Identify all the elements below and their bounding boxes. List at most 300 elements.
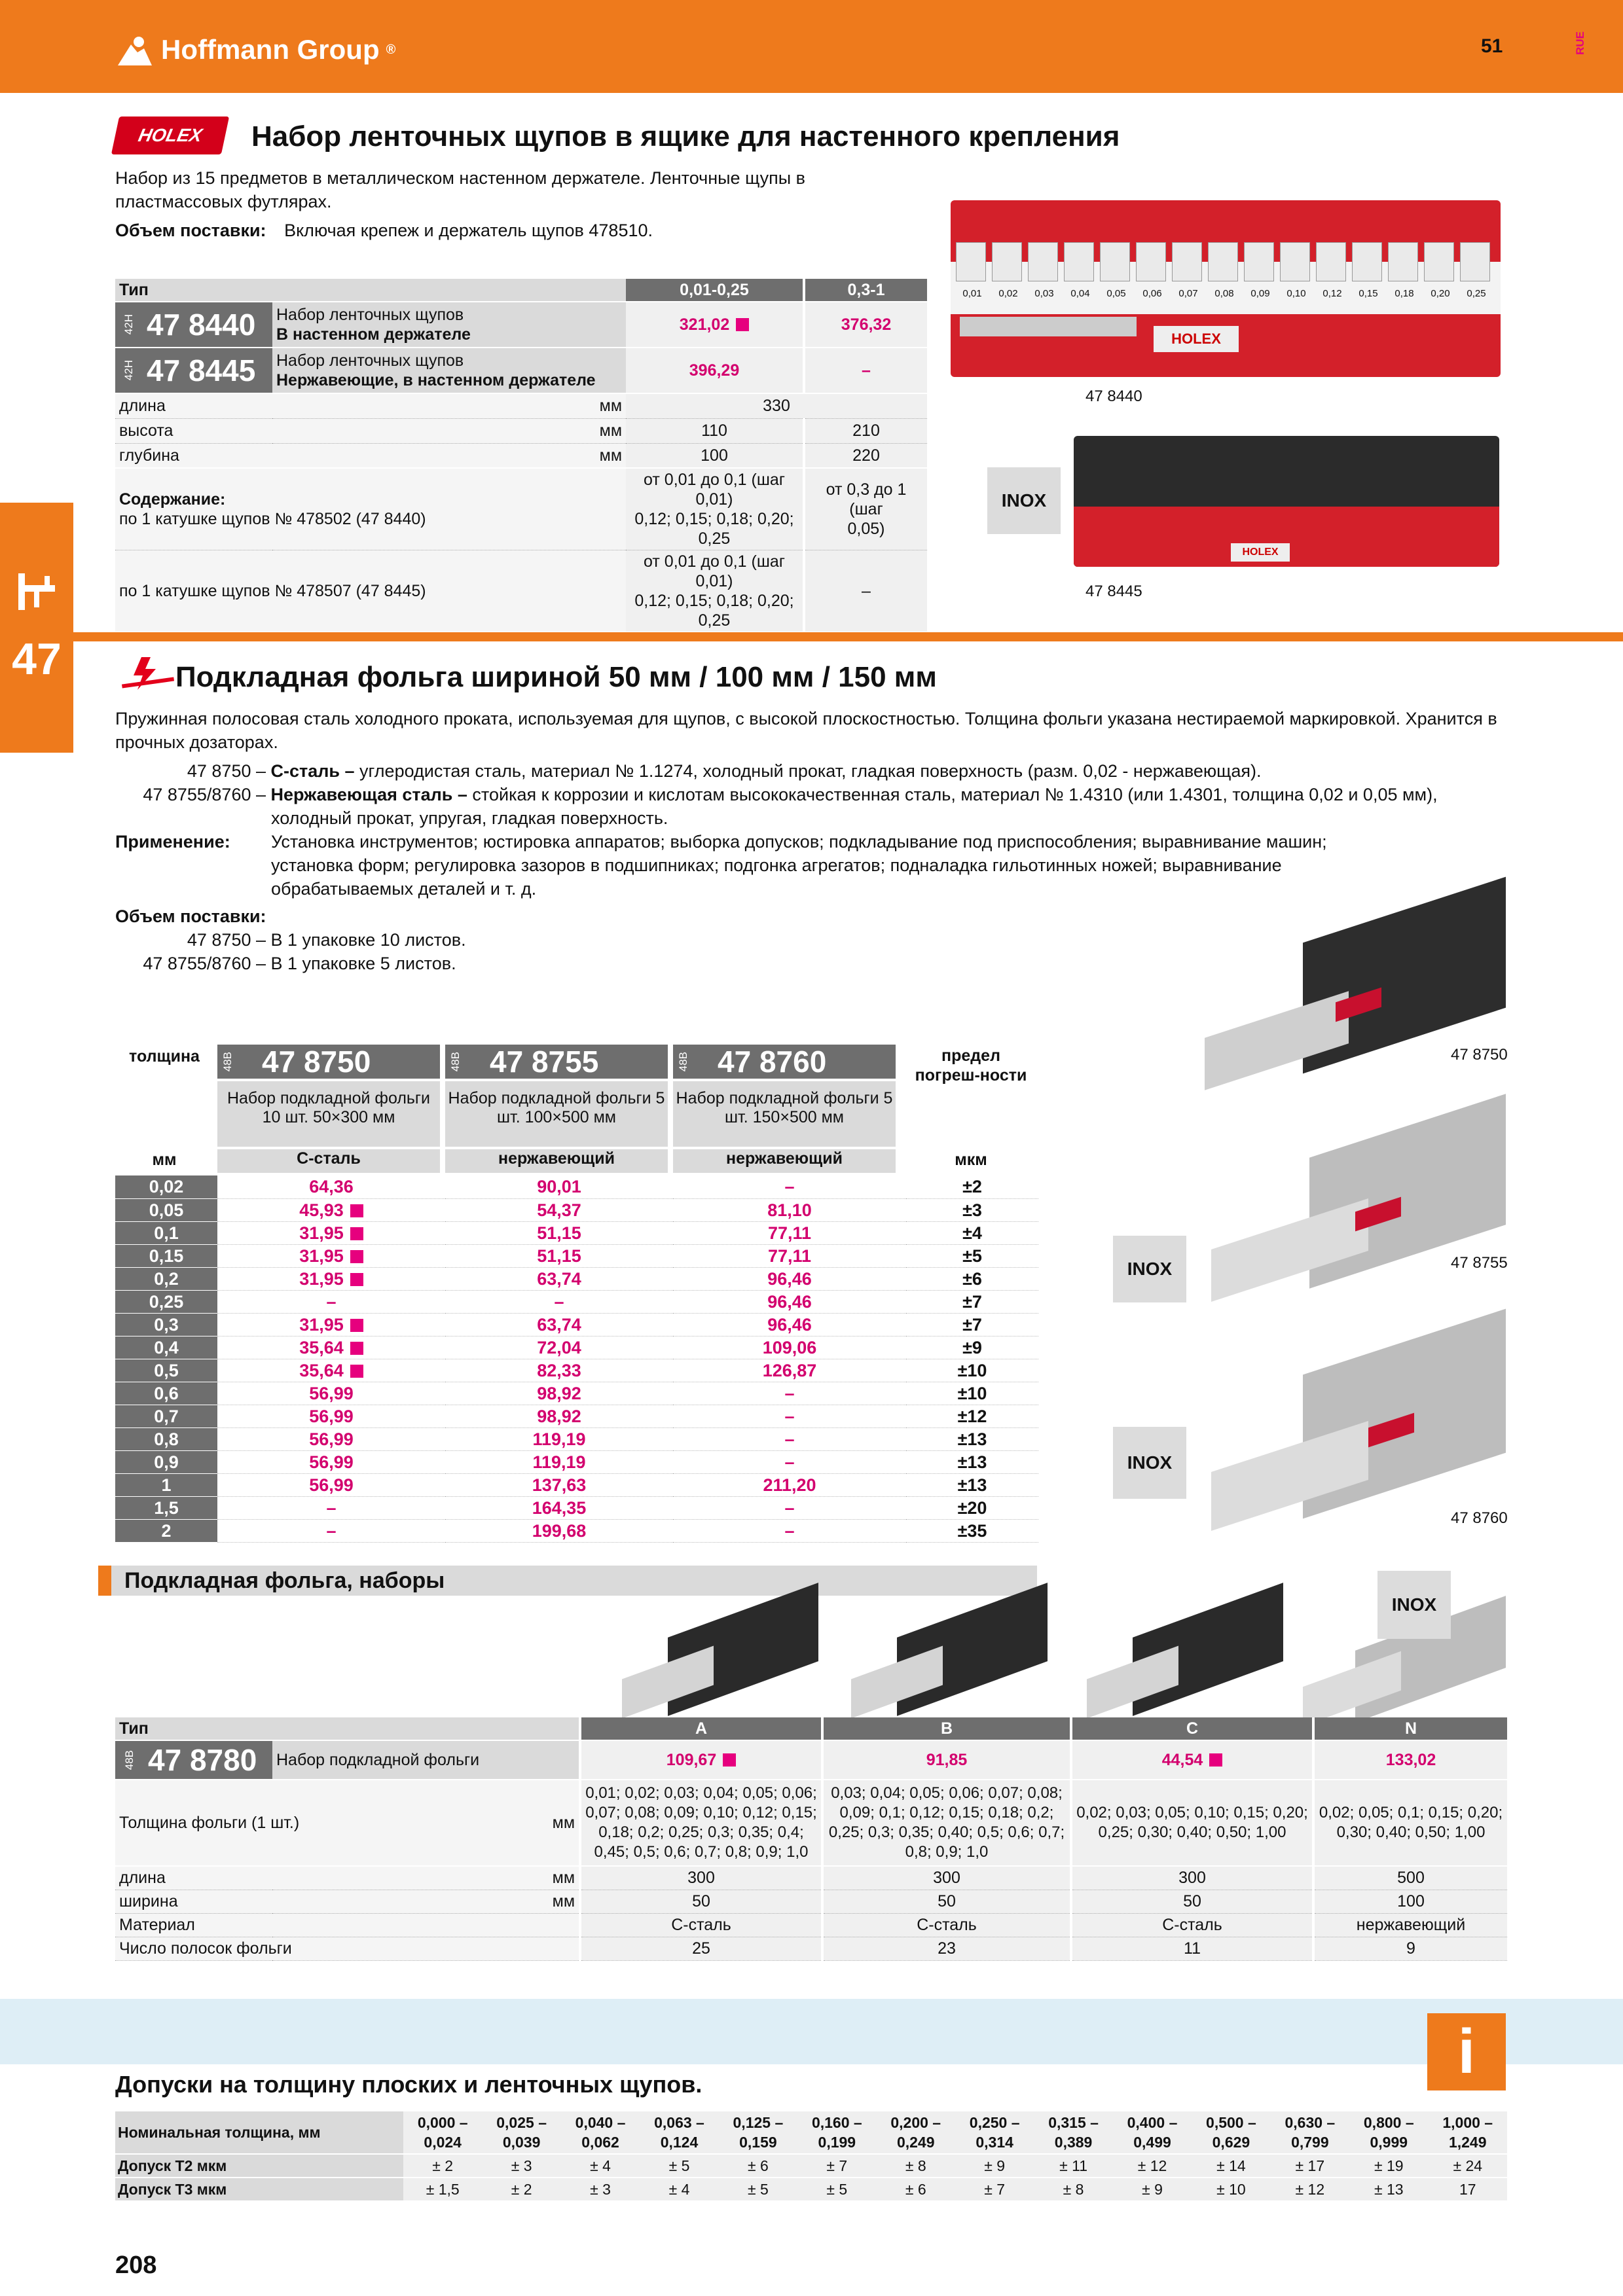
tolerance-value: ± 1,5	[403, 2178, 482, 2201]
gauge-slot	[1352, 242, 1382, 281]
range-from: 0,800 –	[1363, 2114, 1414, 2131]
thickness-value: 1	[115, 1473, 217, 1496]
product-variant: Нержавеющие, в настенном держателе	[276, 371, 596, 389]
price: 81,10	[673, 1198, 906, 1221]
foil-dispenser-image-478760	[1198, 1329, 1506, 1525]
tolerance-table	[115, 2111, 1507, 2202]
application-label: Применение:	[115, 832, 230, 852]
spec-value: 300	[1071, 1866, 1313, 1890]
range-to: 0,629	[1212, 2134, 1250, 2151]
price: 45,93	[299, 1200, 344, 1220]
price: 51,15	[445, 1244, 673, 1267]
holex-inox-box-image	[1074, 436, 1499, 567]
tolerance-value: ± 12	[1113, 2154, 1192, 2178]
spec-value: 25	[580, 1937, 822, 1960]
content-item: по 1 катушке щупов № 478507 (47 8445)	[115, 550, 626, 633]
tolerance-value: ±9	[906, 1336, 1038, 1359]
gauge-scale-label: 0,18	[1395, 288, 1414, 299]
row-label: Номинальная толщина, мм	[115, 2111, 403, 2154]
thickness-value: 0,1	[115, 1221, 217, 1244]
table-row	[115, 1267, 1038, 1290]
gauge-scale-label: 0,06	[1142, 288, 1162, 299]
table-row	[115, 1450, 1038, 1473]
col-type-n: N	[1313, 1717, 1507, 1740]
price: –	[673, 1427, 906, 1450]
gauge-slot	[1064, 242, 1094, 281]
delivery-text: Включая крепеж и держатель щупов 478510.	[284, 221, 653, 240]
range-from: 0,250 –	[969, 2114, 1020, 2131]
range-from: 1,000 –	[1442, 2114, 1493, 2131]
foil-set-image-c	[1087, 1597, 1283, 1715]
table-row	[115, 1290, 1038, 1313]
price: 56,99	[309, 1475, 354, 1495]
tolerance-value: ± 4	[561, 2154, 640, 2178]
material: С-сталь	[217, 1149, 440, 1173]
price: 133,02	[1313, 1740, 1507, 1780]
table-row	[115, 1175, 1038, 1198]
spec-value: 300	[580, 1866, 822, 1890]
spec-row	[115, 1866, 1507, 1890]
col-type-a: A	[580, 1717, 822, 1740]
range-to: 0,999	[1370, 2134, 1408, 2151]
gauge-scale-label: 0,12	[1322, 288, 1342, 299]
price: 51,15	[445, 1221, 673, 1244]
dim-value: 220	[804, 443, 927, 468]
article-number: 42H 47 8445	[122, 353, 256, 387]
range-from: 0,630 –	[1285, 2114, 1336, 2131]
section1-desc: Набор из 15 предметов в металлическом настенном держателе. Ленточные щупы в пластмассовых футлярах.	[115, 168, 805, 211]
info-icon: i	[1427, 2013, 1506, 2090]
price: 321,02	[679, 315, 730, 334]
tolerance-title: Допуски на толщину плоских и ленточных щупов.	[115, 2071, 702, 2098]
range-from: 0,315 –	[1048, 2114, 1099, 2131]
price: 96,46	[673, 1313, 906, 1336]
box-brand-label: HOLEX	[1154, 326, 1239, 352]
table-row	[115, 302, 927, 348]
tolerance-row	[115, 2178, 1507, 2201]
box-brand-label: HOLEX	[1231, 543, 1290, 562]
spec-label: длина	[119, 1869, 166, 1888]
price: 98,92	[445, 1382, 673, 1405]
spec-label: Материал	[119, 1916, 195, 1934]
dim-value: 210	[804, 418, 927, 443]
mat-name: С-сталь –	[270, 761, 355, 781]
spec-value: 23	[822, 1937, 1071, 1960]
subsection-bar	[98, 1566, 1037, 1596]
price: 44,54	[1161, 1751, 1203, 1769]
info-band	[0, 1999, 1623, 2064]
tolerance-value: ± 5	[797, 2178, 876, 2201]
price: –	[445, 1290, 673, 1313]
dim-value: 110	[626, 418, 804, 443]
mat-text: холодный прокат, упругая, гладкая поверхность.	[271, 808, 668, 828]
table-row	[115, 1198, 1038, 1221]
tolerance-value: ± 6	[877, 2178, 955, 2201]
range-to: 0,062	[581, 2134, 619, 2151]
holex-set-table	[115, 279, 927, 633]
gauge-scale-label: 0,07	[1178, 288, 1198, 299]
dim-unit: мм	[599, 446, 622, 465]
content-row: Содержание: по 1 катушке щупов № 478502 (47 8440) от 0,01 до 0,1 (шаг 0,01) 0,12; 0,15; 0,18; 0,20; 0,25 от 0,3 до 1 (шаг 0,05)	[115, 468, 927, 550]
thickness-list: 0,01; 0,02; 0,03; 0,04; 0,05; 0,06; 0,07; 0,08; 0,09; 0,10; 0,12; 0,15; 0,18; 0,2; 0,25; 0,3; 0,35; 0,4; 0,45; 0,5; 0,6; 0,7; 0,8; 0,9; 1,0	[580, 1780, 822, 1866]
content-value: –	[804, 550, 927, 633]
thickness-value: 2	[115, 1519, 217, 1542]
inox-badge: INOX	[987, 467, 1061, 534]
foil-set-image-b	[851, 1597, 1048, 1715]
tolerance-value: ±5	[906, 1244, 1038, 1267]
price: 72,04	[445, 1336, 673, 1359]
thickness-value: 1,5	[115, 1496, 217, 1519]
range-from: 0,200 –	[890, 2114, 941, 2131]
table-row	[115, 1359, 1038, 1382]
flag-square-icon	[350, 1227, 363, 1240]
price-cell	[217, 1359, 445, 1382]
gauge-slot	[1388, 242, 1418, 281]
col-range-1: 0,01-0,25	[626, 279, 804, 302]
flag-square-icon	[350, 1273, 363, 1286]
tolerance-value: ± 8	[1034, 2178, 1112, 2201]
mat-text: углеродистая сталь, материал № 1.1274, холодный прокат, гладкая поверхность (разм. 0,02 - нержавеющая).	[359, 761, 1262, 781]
range-cell	[1349, 2111, 1428, 2154]
table-row	[115, 1336, 1038, 1359]
price: –	[804, 348, 927, 393]
price: 31,95	[299, 1268, 344, 1289]
thickness-row	[115, 1780, 1507, 1866]
image-label: 47 8755	[1451, 1254, 1508, 1272]
gauge-scale-label: 0,09	[1250, 288, 1270, 299]
product-variant: В настенном держателе	[276, 325, 471, 344]
range-from: 0,040 –	[575, 2114, 626, 2131]
chapter-number: 47	[12, 634, 62, 684]
gauge-slot	[956, 242, 986, 281]
section1-title: Набор ленточных щупов в ящике для настенного крепления	[251, 120, 1120, 152]
table-row	[115, 1427, 1038, 1450]
image-label: 47 8440	[1085, 387, 1142, 405]
spec-row	[115, 1913, 1507, 1937]
price: 126,87	[673, 1359, 906, 1382]
tolerance-value: ± 9	[955, 2154, 1034, 2178]
price: –	[326, 1520, 337, 1541]
table-row	[115, 1244, 1038, 1267]
del-text: В 1 упаковке 10 листов.	[270, 930, 466, 950]
product-name: Набор ленточных щупов	[276, 351, 464, 370]
table-row	[115, 1221, 1038, 1244]
tolerance-value: ± 6	[719, 2154, 797, 2178]
tolerance-value: ± 13	[1349, 2178, 1428, 2201]
range-to: 0,499	[1133, 2134, 1171, 2151]
price: –	[673, 1519, 906, 1542]
product-desc: Набор подкладной фольги 5 шт. 100×500 мм	[445, 1081, 668, 1147]
gauge-slot	[1316, 242, 1346, 281]
price-cell	[217, 1290, 445, 1313]
tolerance-value: ± 24	[1428, 2154, 1507, 2178]
price: 31,95	[299, 1223, 344, 1243]
price: 109,67	[666, 1751, 717, 1769]
tolerance-value: ±10	[906, 1359, 1038, 1382]
dim-unit: мм	[599, 397, 622, 416]
spec-value: 50	[822, 1890, 1071, 1913]
price: 96,46	[673, 1290, 906, 1313]
type-label: Тип	[115, 279, 626, 302]
range-from: 0,063 –	[654, 2114, 704, 2131]
col-range-2: 0,3-1	[804, 279, 927, 302]
holex-badge: HOLEX	[111, 117, 229, 154]
spec-value: 11	[1071, 1937, 1313, 1960]
price: 56,99	[309, 1429, 354, 1449]
range-to: 0,039	[502, 2134, 541, 2151]
brand-logo	[115, 30, 395, 69]
spec-value: 50	[1071, 1890, 1313, 1913]
del-code: 47 8750 –	[187, 930, 266, 950]
gauge-scale-label: 0,05	[1106, 288, 1126, 299]
tolerance-value: ± 4	[640, 2178, 718, 2201]
dim-label: длина	[119, 397, 166, 416]
range-cell	[797, 2111, 876, 2154]
flag-square-icon	[723, 1753, 736, 1767]
price: 137,63	[445, 1473, 673, 1496]
thickness-value: 0,4	[115, 1336, 217, 1359]
spec-unit: мм	[552, 1869, 575, 1888]
gauge-scale-label: 0,08	[1214, 288, 1234, 299]
price: 31,95	[299, 1246, 344, 1266]
spec-value: 500	[1313, 1866, 1507, 1890]
tolerance-value: ±12	[906, 1405, 1038, 1427]
del-text: В 1 упаковке 5 листов.	[270, 954, 456, 973]
price: 91,85	[822, 1740, 1071, 1780]
image-label: 47 8760	[1451, 1509, 1508, 1527]
price: –	[673, 1496, 906, 1519]
thickness-value: 0,5	[115, 1359, 217, 1382]
price: –	[673, 1405, 906, 1427]
gauge-slot	[1424, 242, 1454, 281]
range-to: 0,314	[976, 2134, 1013, 2151]
tolerance-value: ±2	[906, 1175, 1038, 1198]
spec-value: С-сталь	[822, 1913, 1071, 1937]
price: 63,74	[445, 1313, 673, 1336]
flag-square-icon	[1209, 1753, 1222, 1767]
tolerance-value: ±4	[906, 1221, 1038, 1244]
price-cell	[217, 1267, 445, 1290]
foil-lightning-icon	[115, 655, 181, 694]
application-text: Установка инструментов; юстировка аппаратов; выборка допусков; подкладывание под приспособления; выравнивание машин;	[271, 832, 1327, 852]
thickness-value: 0,25	[115, 1290, 217, 1313]
gauge-scale-label: 0,10	[1286, 288, 1306, 299]
holex-red-box-image	[951, 200, 1501, 377]
range-from: 0,000 –	[417, 2114, 468, 2131]
spec-value: С-сталь	[580, 1913, 822, 1937]
table-row	[115, 1313, 1038, 1336]
inox-badge: INOX	[1113, 1236, 1186, 1302]
range-cell	[719, 2111, 797, 2154]
price-cell	[217, 1382, 445, 1405]
nominal-row	[115, 2111, 1507, 2154]
dim-label: высота	[119, 422, 173, 440]
tolerance-value: 17	[1428, 2178, 1507, 2201]
foil-price-table	[115, 1175, 1038, 1543]
content-label: Содержание:	[119, 490, 226, 509]
thickness-list: 0,03; 0,04; 0,05; 0,06; 0,07; 0,08; 0,09; 0,1; 0,12; 0,15; 0,18; 0,2; 0,25; 0,3; 0,35; 0,40; 0,5; 0,6; 0,7; 0,8; 0,9; 1,0	[822, 1780, 1071, 1866]
spec-label-cell	[115, 1937, 580, 1960]
spec-label-cell	[115, 1890, 580, 1913]
price-cell	[217, 1473, 445, 1496]
table-row	[115, 1740, 1507, 1780]
gauge-slot	[1136, 242, 1166, 281]
thickness-value: 0,9	[115, 1450, 217, 1473]
range-cell	[1271, 2111, 1349, 2154]
price: 109,06	[673, 1336, 906, 1359]
foil-set-image-a	[622, 1597, 818, 1715]
price: 77,11	[673, 1221, 906, 1244]
caliper-icon	[14, 568, 58, 614]
range-cell	[482, 2111, 560, 2154]
type-label: Тип	[115, 1717, 580, 1740]
gauge-scale-strip	[951, 262, 1501, 314]
delivery-label: Объем поставки:	[115, 906, 266, 926]
gauge-slot	[1208, 242, 1238, 281]
section2-intro: Пружинная полосовая сталь холодного проката, используемая для щупов, с высокой плоскостностью. Толщина фольги указана нестираемой маркировкой. Хранится в прочных дозаторах.	[115, 709, 1497, 752]
thickness-list: 0,02; 0,05; 0,1; 0,15; 0,20; 0,30; 0,40; 0,50; 1,00	[1313, 1780, 1507, 1866]
tolerance-value: ± 5	[640, 2154, 718, 2178]
product-desc: Набор подкладной фольги 10 шт. 50×300 мм	[217, 1081, 440, 1147]
range-from: 0,160 –	[811, 2114, 862, 2131]
tolerance-value: ±35	[906, 1519, 1038, 1542]
range-to: 0,159	[739, 2134, 777, 2151]
dim-unit: мм	[599, 422, 622, 440]
gauge-slot	[1028, 242, 1058, 281]
subsection-title: Подкладная фольга, наборы	[124, 1568, 445, 1593]
tolerance-value: ±7	[906, 1313, 1038, 1336]
price: 96,46	[673, 1267, 906, 1290]
tolerance-value: ± 5	[719, 2178, 797, 2201]
tolerance-value: ± 19	[1349, 2154, 1428, 2178]
price-cell	[217, 1198, 445, 1221]
price: 56,99	[309, 1383, 354, 1403]
del-code: 47 8755/8760 –	[143, 954, 266, 973]
spec-label: ширина	[119, 1892, 178, 1910]
tolerance-value: ± 8	[877, 2154, 955, 2178]
flag-square-icon	[350, 1342, 363, 1355]
price-cell	[217, 1313, 445, 1336]
gauge-slot	[1244, 242, 1274, 281]
mat-code: 47 8755/8760 –	[143, 785, 266, 804]
table-row	[115, 1496, 1038, 1519]
content-item: по 1 катушке щупов № 478502 (47 8440)	[119, 510, 426, 528]
gauge-scale-label: 0,25	[1467, 288, 1486, 299]
range-cell	[955, 2111, 1034, 2154]
tolerance-value: ±13	[906, 1473, 1038, 1496]
unit-mkm: мкм	[955, 1151, 987, 1169]
range-to: 0,389	[1054, 2134, 1093, 2151]
range-to: 1,249	[1448, 2134, 1487, 2151]
dim-value: 100	[626, 443, 804, 468]
row-label: Допуск T2 мкм	[115, 2154, 403, 2178]
table-row	[115, 348, 927, 393]
price: 63,74	[445, 1267, 673, 1290]
price: 54,37	[445, 1198, 673, 1221]
range-to: 0,249	[896, 2134, 935, 2151]
delivery-label: Объем поставки:	[115, 221, 266, 240]
price: –	[673, 1382, 906, 1405]
spec-label-cell	[115, 1913, 580, 1937]
price: 82,33	[445, 1359, 673, 1382]
thickness-value: 0,05	[115, 1198, 217, 1221]
price: 119,19	[445, 1450, 673, 1473]
mat-text: стойкая к коррозии и кислотам высококачественная сталь, материал № 1.4310 (или 1.4301, толщина 0,02 и 0,05 мм),	[472, 785, 1438, 804]
gauge-slot	[1100, 242, 1130, 281]
range-cell	[403, 2111, 482, 2154]
range-to: 0,024	[424, 2134, 462, 2151]
chapter-tab	[0, 503, 73, 753]
tolerance-value: ±20	[906, 1496, 1038, 1519]
price: 77,11	[673, 1244, 906, 1267]
gauge-scale-label: 0,02	[998, 288, 1018, 299]
article-number: 48B 47 8750	[217, 1045, 440, 1079]
gauge-slot	[1280, 242, 1310, 281]
price: –	[326, 1291, 337, 1312]
gauge-scale-label: 0,15	[1359, 288, 1378, 299]
range-from: 0,025 –	[496, 2114, 547, 2131]
thickness-label: Толщина фольги (1 шт.)	[119, 1814, 300, 1832]
image-label: 47 8445	[1085, 583, 1142, 600]
thickness-value: 0,2	[115, 1267, 217, 1290]
application-text: обрабатываемых деталей и т. д.	[271, 879, 537, 899]
dim-value: 330	[626, 393, 927, 418]
range-cell	[1034, 2111, 1112, 2154]
tolerance-value: ±13	[906, 1450, 1038, 1473]
col-type-b: B	[822, 1717, 1071, 1740]
article-number: 48B 47 8780	[123, 1743, 257, 1777]
foil-table-header	[115, 1045, 1038, 1173]
spec-unit: мм	[552, 1892, 575, 1910]
tolerance-value: ± 11	[1034, 2154, 1112, 2178]
range-from: 0,125 –	[733, 2114, 784, 2131]
article-number: 48B 47 8755	[445, 1045, 668, 1079]
range-to: 0,124	[660, 2134, 699, 2151]
application-text: установка форм; регулировка зазоров в подшипниках; подгонка агрегатов; подналадка гильотинных ножей; выравнивание	[271, 855, 1282, 875]
price: –	[326, 1498, 337, 1518]
section-divider	[73, 632, 1623, 641]
mat-name: Нержавеющая сталь –	[270, 785, 467, 804]
tolerance-value: ±3	[906, 1198, 1038, 1221]
tolerance-value: ± 9	[1113, 2178, 1192, 2201]
range-cell	[1113, 2111, 1192, 2154]
flag-square-icon	[350, 1319, 363, 1332]
tolerance-value: ± 17	[1271, 2154, 1349, 2178]
gauge-slot	[992, 242, 1022, 281]
brand-reg: ®	[386, 42, 396, 57]
price-cell	[217, 1175, 445, 1198]
price-cell	[217, 1496, 445, 1519]
product-name: Набор ленточных щупов	[276, 306, 464, 324]
tolerance-value: ± 7	[797, 2154, 876, 2178]
unit-mm: мм	[152, 1151, 177, 1169]
thickness-value: 0,02	[115, 1175, 217, 1198]
gauge-scale-label: 0,20	[1431, 288, 1450, 299]
price: 376,32	[804, 302, 927, 348]
thickness-list: 0,02; 0,03; 0,05; 0,10; 0,15; 0,20; 0,25; 0,30; 0,40; 0,50; 1,00	[1071, 1780, 1313, 1866]
content-row: по 1 катушке щупов № 478507 (47 8445) от 0,01 до 0,1 (шаг 0,01) 0,12; 0,15; 0,18; 0,20; 0,25 –	[115, 550, 927, 633]
price-cell	[217, 1405, 445, 1427]
article-number: 48B 47 8760	[673, 1045, 896, 1079]
price: 90,01	[445, 1175, 673, 1198]
spec-value: 300	[822, 1866, 1071, 1890]
dim-label: глубина	[119, 446, 179, 465]
material: нержавеющий	[673, 1149, 896, 1173]
spec-value: С-сталь	[1071, 1913, 1313, 1937]
dim-row	[115, 443, 927, 468]
image-label: 47 8750	[1451, 1046, 1508, 1064]
price-cell	[217, 1519, 445, 1542]
